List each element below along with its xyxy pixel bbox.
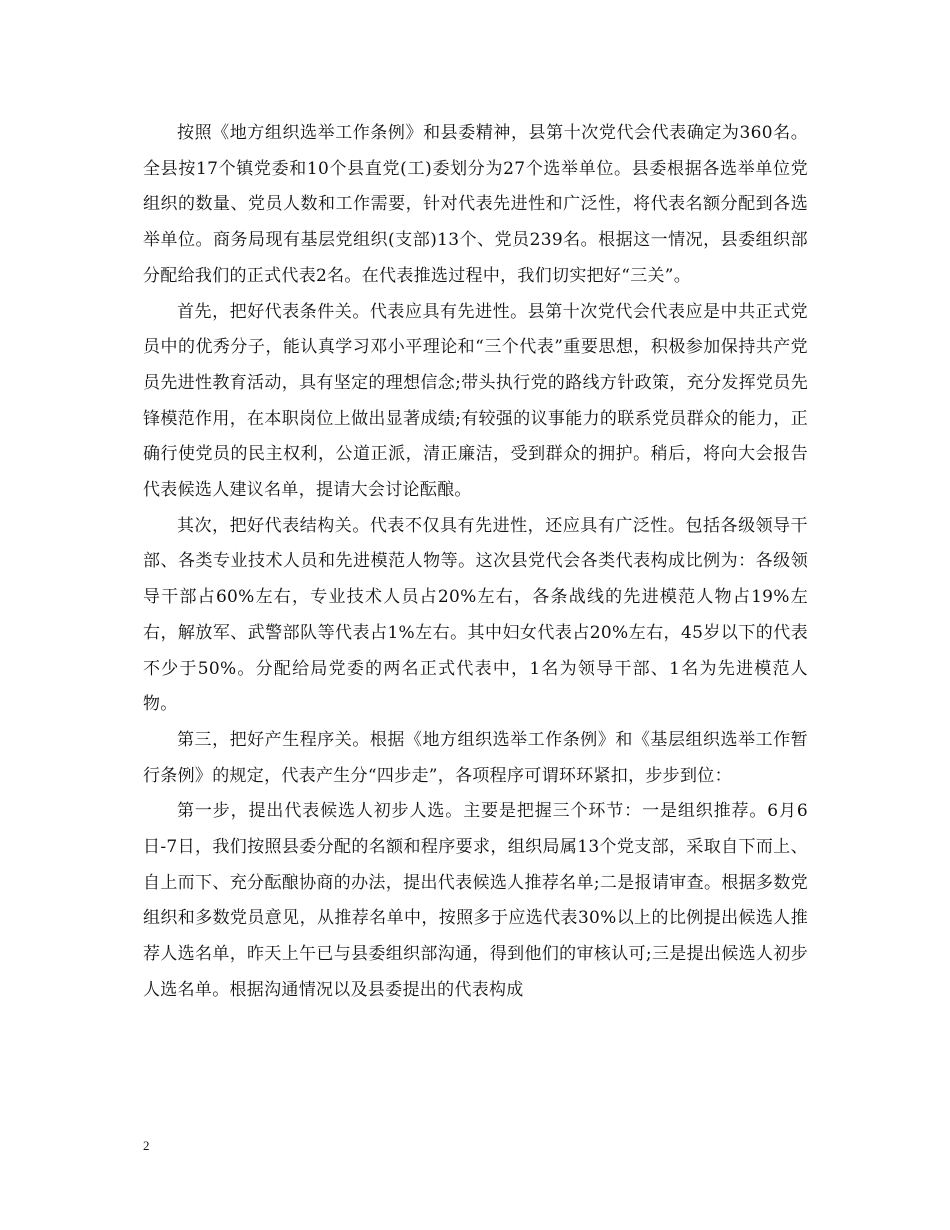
paragraph-1: 按照《地方组织选举工作条例》和县委精神，县第十次党代会代表确定为360名。全县按17个镇党委和10个县直党(工)委划分为27个选举单位。县委根据各选举单位党组织的数量、党员人数和工作需要，针对代表先进性和广泛性，将代表名额分配到各选举单位。商务局现有基层党组织(支部)13个、党员239名。根据这一情况，县委组织部分配给我们的正式代表2名。在代表推选过程中，我们切实把好“三关”。 [143,123,808,286]
document-body [143,116,808,1009]
paragraph-4: 第三，把好产生程序关。根据《地方组织选举工作条例》和《基层组织选举工作暂行条例》的规定，代表产生分“四步走”，各项程序可谓环环紧扣，步步到位： [143,729,808,786]
paragraph-5: 第一步，提出代表候选人初步人选。主要是把握三个环节：一是组织推荐。6月6日-7日，我们按照县委分配的名额和程序要求，组织局属13个党支部，采取自下而上、自上而下、充分酝酿协商的办法，提出代表候选人推荐名单;二是报请审查。根据多数党组织和多数党员意见，从推荐名单中，按照多于应选代表30%以上的比例提出候选人推荐人选名单，昨天上午已与县委组织部沟通，得到他们的审核认可;三是提出候选人初步人选名单。根据沟通情况以及县委提出的代表构成 [143,801,808,1000]
paragraph-2: 首先，把好代表条件关。代表应具有先进性。县第十次党代会代表应是中共正式党员中的优秀分子，能认真学习邓小平理论和“三个代表”重要思想，积极参加保持共产党员先进性教育活动，具有坚定的理想信念;带头执行党的路线方针政策，充分发挥党员先锋模范作用，在本职岗位上做出显著成绩;有较强的议事能力的联系党员群众的能力，正确行使党员的民主权利，公道正派，清正廉洁，受到群众的拥护。稍后，将向大会报告代表候选人建议名单，提请大会讨论酝酿。 [143,301,808,501]
paragraph-3: 其次，把好代表结构关。代表不仅具有先进性，还应具有广泛性。包括各级领导干部、各类专业技术人员和先进模范人物等。这次县党代会各类代表构成比例为：各级领导干部占60%左右，专业技术人员占20%左右，各条战线的先进模范人物占19%左右，解放军、武警部队等代表占1%左右。其中妇女代表占20%左右，45岁以下的代表不少于50%。分配给局党委的两名正式代表中，1名为领导干部、1名为先进模范人物。 [143,515,808,715]
page-number: 2 [143,1138,150,1153]
